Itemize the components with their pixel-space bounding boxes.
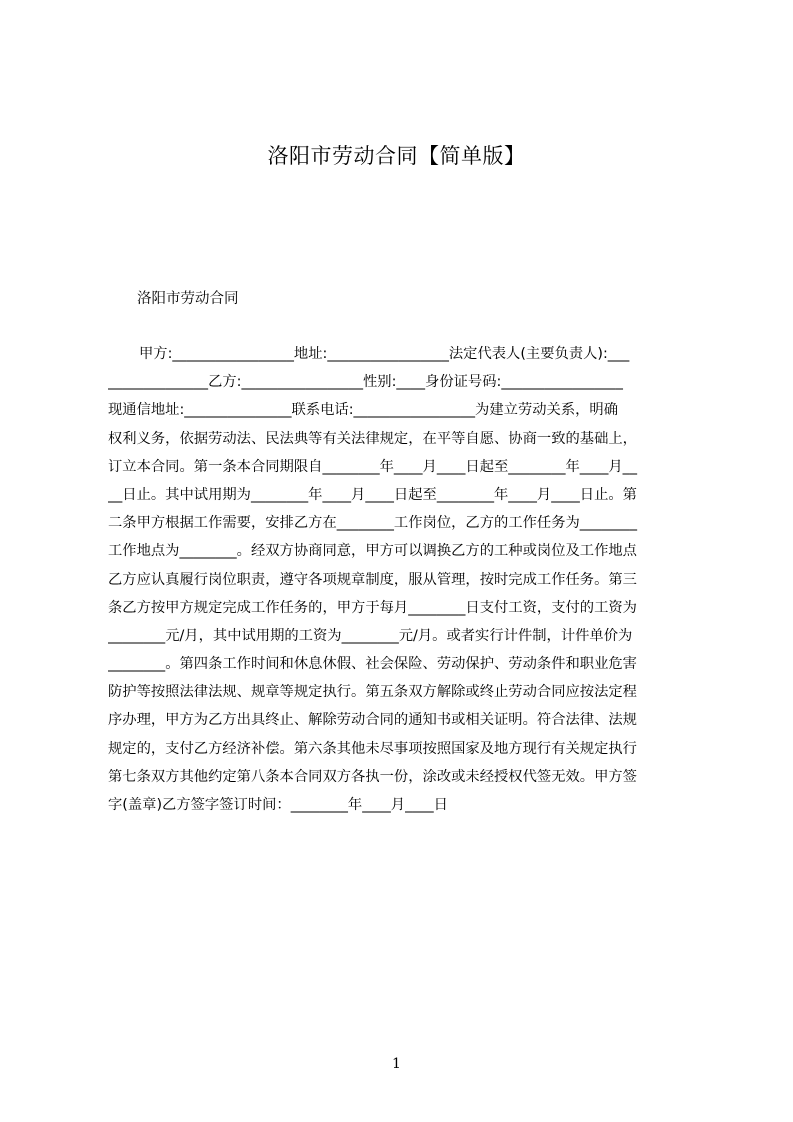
body-line: 字(盖章)乙方签字签订时间：________年____月____日 (108, 797, 448, 813)
body-line: 规定的，支付乙方经济补偿。第六条其他未尽事项按照国家及地方现行有关规定执行 (108, 740, 637, 757)
body-line: ________。第四条工作时间和休息休假、社会保险、劳动保护、劳动条件和职业危害 (108, 656, 637, 673)
document-title: 洛阳市劳动合同【简单版】 (267, 144, 526, 168)
body-line: 工作地点为________。经双方协商同意，甲方可以调换乙方的工种或岗位及工作地点 (108, 543, 637, 560)
body-line: 订立本合同。第一条本合同期限自________年____月____日起至________年____月__ (108, 458, 637, 475)
body-line: 条乙方按甲方规定完成工作任务的，甲方于每月________日支付工资，支付的工资为 (108, 599, 637, 616)
body-line: __日止。其中试用期为________年____月____日起至________年____月____日止。第 (108, 486, 637, 503)
body-line: 乙方应认真履行岗位职责，遵守各项规章制度，服从管理，按时完成工作任务。第三 (108, 571, 637, 588)
body-line: 序办理，甲方为乙方出具终止、解除劳动合同的通知书或相关证明。符合法律、法规 (108, 712, 637, 729)
document-subtitle: 洛阳市劳动合同 (137, 291, 239, 307)
body-line: 二条甲方根据工作需要，安排乙方在________工作岗位，乙方的工作任务为________ (108, 515, 637, 532)
body-line: 权利义务，依据劳动法、民法典等有关法律规定，在平等自愿、协商一致的基础上， (108, 430, 637, 447)
body-line: ______________乙方:_________________性别:____身份证号码:_________________ (108, 374, 623, 391)
body-line: ________元/月，其中试用期的工资为________元/月。或者实行计件制，计件单价为 (108, 627, 633, 644)
page-number: 1 (392, 1056, 401, 1072)
contract-body (108, 340, 700, 819)
body-line: 甲方:_________________地址:_________________法定代表人(主要负责人):___ (139, 346, 630, 362)
body-line: 第七条双方其他约定第八条本合同双方各执一份，涂改或未经授权代签无效。甲方签 (108, 768, 637, 785)
body-line: 防护等按照法律法规、规章等规定执行。第五条双方解除或终止劳动合同应按法定程 (108, 684, 637, 701)
body-line: 现通信地址:_______________联系电话:_________________为建立劳动关系，明确 (108, 402, 619, 419)
